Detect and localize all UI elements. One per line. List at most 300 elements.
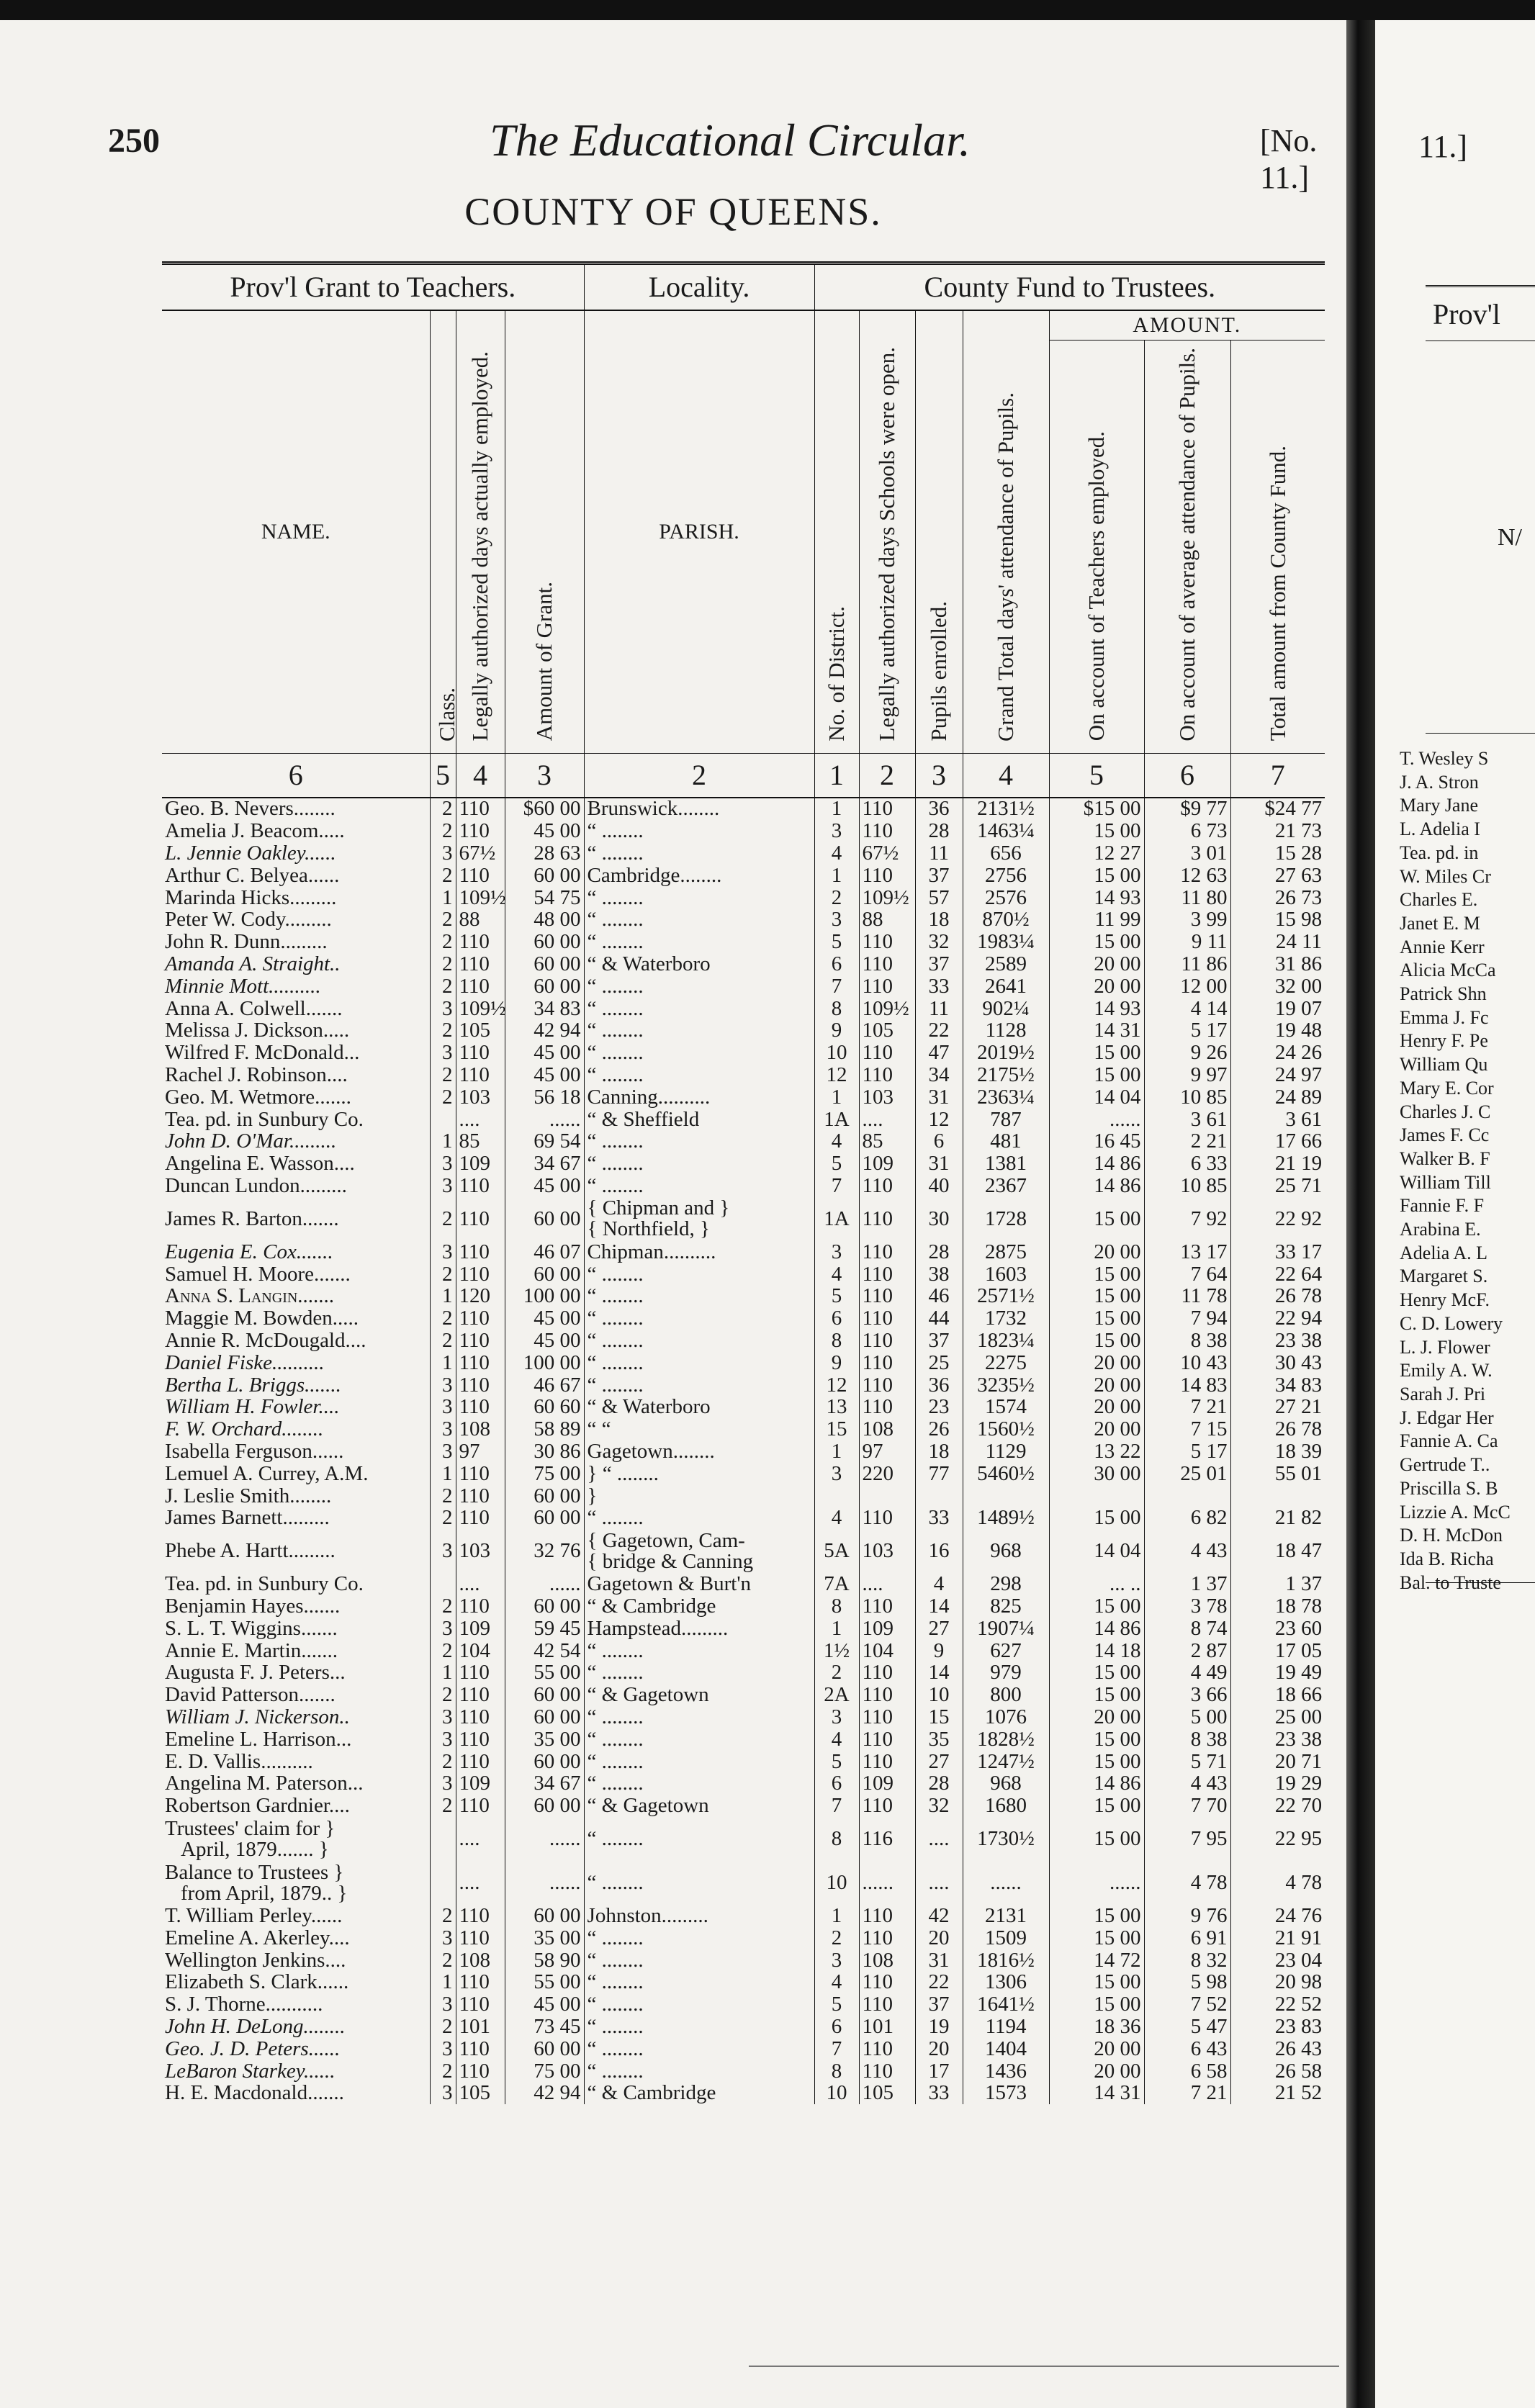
col-average-header: On account of average attendance of Pupils. [1144, 341, 1230, 754]
county-title: COUNTY OF QUEENS. [464, 190, 882, 233]
attendance-cell: 787 [963, 1109, 1049, 1131]
name-cell: Bertha L. Briggs....... [165, 1373, 341, 1397]
parish-cell: “ ........ [584, 1661, 814, 1684]
table-row [162, 1507, 1325, 1530]
class-cell: 2 [430, 1640, 456, 1662]
class-cell: 3 [430, 1153, 456, 1175]
name-cell: Wilfred F. McDonald... [165, 1041, 360, 1065]
attendance-cell: 1680 [963, 1795, 1049, 1817]
pupils-cell: 10 [915, 1684, 963, 1706]
table-row [162, 1397, 1325, 1419]
col-class-header: Class. [430, 310, 456, 753]
attendance-cell: 481 [963, 1131, 1049, 1153]
attendance-cell: 1728 [963, 1197, 1049, 1241]
pupils-cell: 33 [915, 1507, 963, 1530]
parish-cell: “ ........ [584, 975, 814, 998]
average-amount-cell: 13 17 [1144, 1241, 1230, 1263]
parish-cell: “ & Cambridge [584, 2082, 814, 2104]
total-amount-cell: 30 43 [1230, 1352, 1325, 1374]
teachers-amount-cell: 11 99 [1049, 909, 1144, 932]
attendance-cell: 1574 [963, 1397, 1049, 1419]
right-name-item: J. A. Stron [1400, 771, 1479, 793]
class-cell: 3 [430, 2082, 456, 2104]
district-cell: 8 [814, 1817, 859, 1861]
right-name-item: Priscilla S. B [1400, 1477, 1498, 1499]
parish-cell: { Gagetown, Cam- { bridge & Canning [584, 1529, 814, 1573]
parish-cell: } “ ........ [584, 1463, 814, 1485]
days-employed-cell: 110 [456, 975, 505, 998]
days-employed-cell: 110 [456, 1307, 505, 1330]
pupils-cell: 44 [915, 1307, 963, 1330]
district-cell: 13 [814, 1397, 859, 1419]
days-employed-cell: 110 [456, 931, 505, 953]
class-cell: 3 [430, 1927, 456, 1949]
average-amount-cell: 11 86 [1144, 953, 1230, 975]
days-employed-cell: 110 [456, 953, 505, 975]
teachers-amount-cell: 15 00 [1049, 1064, 1144, 1086]
total-amount-cell: 22 92 [1230, 1197, 1325, 1241]
days-open-cell [859, 1485, 915, 1507]
days-open-cell: 110 [859, 1927, 915, 1949]
days-open-cell: 110 [859, 1330, 915, 1352]
name-cell: Amelia J. Beacom..... [165, 819, 345, 843]
district-cell: 12 [814, 1064, 859, 1086]
pupils-cell: 40 [915, 1175, 963, 1197]
table-row [162, 909, 1325, 932]
grant-cell: 60 00 [505, 2038, 584, 2060]
table-row [162, 1861, 1325, 1905]
attendance-cell: 298 [963, 1573, 1049, 1595]
average-amount-cell: 6 43 [1144, 2038, 1230, 2060]
attendance-cell: 1560½ [963, 1418, 1049, 1440]
class-cell: 2 [430, 1751, 456, 1773]
class-cell: 3 [430, 1706, 456, 1728]
name-cell: Minnie Mott.......... [165, 974, 321, 998]
table-row [162, 1330, 1325, 1352]
table-row [162, 1971, 1325, 1993]
right-rule-names [1426, 733, 1535, 734]
parish-cell: “ & Cambridge [584, 1595, 814, 1618]
parish-cell: Canning.......... [584, 1086, 814, 1109]
name-cell: Isabella Ferguson...... [165, 1440, 344, 1463]
days-employed-cell: 110 [456, 1485, 505, 1507]
days-open-cell: 110 [859, 1728, 915, 1751]
table-row [162, 2038, 1325, 2060]
days-open-cell: 110 [859, 953, 915, 975]
parish-cell: “ ........ [584, 1640, 814, 1662]
total-amount-cell: 23 04 [1230, 1949, 1325, 1972]
parish-cell: Gagetown & Burt'n [584, 1573, 814, 1595]
total-amount-cell: 22 70 [1230, 1795, 1325, 1817]
pupils-cell: 32 [915, 931, 963, 953]
name-cell: Balance to Trustees } from April, 1879.. } [165, 1860, 348, 1905]
table-row [162, 1020, 1325, 1042]
teachers-amount-cell: 14 04 [1049, 1529, 1144, 1573]
days-open-cell: 110 [859, 1507, 915, 1530]
parish-cell: “ ........ [584, 2060, 814, 2083]
teachers-amount-cell: $15 00 [1049, 798, 1144, 821]
grant-cell: 60 00 [505, 1485, 584, 1507]
table-row [162, 953, 1325, 975]
total-amount-cell: 26 43 [1230, 2038, 1325, 2060]
right-name-item: Margaret S. [1400, 1266, 1488, 1287]
attendance-cell: 1823¼ [963, 1330, 1049, 1352]
grant-cell: 73 45 [505, 2016, 584, 2038]
pupils-cell: 27 [915, 1618, 963, 1640]
right-rule-bottom [1426, 1582, 1535, 1583]
right-name-item: Gertrude T.. [1400, 1454, 1490, 1476]
total-amount-cell: 22 95 [1230, 1817, 1325, 1861]
average-amount-cell: 4 43 [1144, 1529, 1230, 1573]
grant-cell: 60 00 [505, 931, 584, 953]
column-number: 2 [859, 753, 915, 798]
class-cell: 1 [430, 1352, 456, 1374]
class-cell: 2 [430, 1507, 456, 1530]
parish-cell: “ ........ [584, 2038, 814, 2060]
total-amount-cell: 26 78 [1230, 1286, 1325, 1308]
district-cell: 1 [814, 1905, 859, 1927]
days-employed-cell: 110 [456, 1927, 505, 1949]
class-cell: 3 [430, 842, 456, 865]
average-amount-cell: 4 78 [1144, 1861, 1230, 1905]
days-employed-cell: 85 [456, 1131, 505, 1153]
table-row [162, 1661, 1325, 1684]
total-amount-cell: 21 19 [1230, 1153, 1325, 1175]
grant-cell: 35 00 [505, 1927, 584, 1949]
district-cell: 2 [814, 1927, 859, 1949]
attendance-cell: 1603 [963, 1263, 1049, 1286]
class-cell: 3 [430, 1529, 456, 1573]
days-open-cell: .... [859, 1573, 915, 1595]
average-amount-cell: 6 91 [1144, 1927, 1230, 1949]
teachers-amount-cell: 14 04 [1049, 1086, 1144, 1109]
name-cell: John D. O'Mar......... [165, 1129, 337, 1153]
days-employed-cell: 108 [456, 1949, 505, 1972]
right-issue-number: 11.] [1418, 129, 1468, 164]
days-open-cell: 109½ [859, 998, 915, 1020]
pupils-cell: 28 [915, 1241, 963, 1263]
pupils-cell: 14 [915, 1595, 963, 1618]
col-attendance-header: Grand Total days' attendance of Pupils. [963, 310, 1049, 753]
right-name-item: Charles E. [1400, 889, 1478, 911]
table-row [162, 1197, 1325, 1241]
table-row [162, 1684, 1325, 1706]
district-cell: 6 [814, 2016, 859, 2038]
district-cell: 4 [814, 1507, 859, 1530]
days-open-cell: 110 [859, 820, 915, 842]
days-employed-cell: 110 [456, 1463, 505, 1485]
pupils-cell: 37 [915, 953, 963, 975]
pupils-cell: 77 [915, 1463, 963, 1485]
total-amount-cell: 26 73 [1230, 887, 1325, 909]
grant-cell: 60 00 [505, 1197, 584, 1241]
parish-cell: “ & Waterboro [584, 1397, 814, 1419]
average-amount-cell: 4 43 [1144, 1772, 1230, 1795]
attendance-cell: 1641½ [963, 1993, 1049, 2016]
class-cell: 1 [430, 887, 456, 909]
average-amount-cell: $9 77 [1144, 798, 1230, 821]
class-cell: 3 [430, 1772, 456, 1795]
total-amount-cell: 23 60 [1230, 1618, 1325, 1640]
attendance-cell: 1436 [963, 2060, 1049, 2083]
days-open-cell: 116 [859, 1817, 915, 1861]
grant-cell: 75 00 [505, 1463, 584, 1485]
attendance-cell: 5460½ [963, 1463, 1049, 1485]
grant-cell: 60 00 [505, 1595, 584, 1618]
pupils-cell: 31 [915, 1153, 963, 1175]
teachers-amount-cell: 15 00 [1049, 1751, 1144, 1773]
district-cell: 1 [814, 798, 859, 821]
days-employed-cell: 110 [456, 1241, 505, 1263]
days-open-cell: 105 [859, 1020, 915, 1042]
class-cell [430, 1573, 456, 1595]
class-cell: 3 [430, 1042, 456, 1064]
name-cell: Trustees' claim for } April, 1879....... } [165, 1816, 336, 1861]
days-open-cell: 110 [859, 1286, 915, 1308]
pupils-cell: 19 [915, 2016, 963, 2038]
attendance-cell: 1129 [963, 1440, 1049, 1463]
days-employed-cell: .... [456, 1109, 505, 1131]
total-amount-cell: 26 78 [1230, 1418, 1325, 1440]
attendance-cell: 1247½ [963, 1751, 1049, 1773]
column-number: 5 [1049, 753, 1144, 798]
pupils-cell: 37 [915, 1330, 963, 1352]
table-row [162, 820, 1325, 842]
col-total-header: Total amount from County Fund. [1230, 341, 1325, 754]
pupils-cell: .... [915, 1861, 963, 1905]
teachers-amount-cell: 14 86 [1049, 1772, 1144, 1795]
table-row [162, 1131, 1325, 1153]
attendance-cell: 979 [963, 1661, 1049, 1684]
right-name-item: W. Miles Cr [1400, 865, 1491, 887]
right-name-item: Bal. to Truste [1400, 1571, 1501, 1593]
table-row [162, 798, 1325, 821]
group-prov-grant: Prov'l Grant to Teachers. [162, 263, 584, 311]
parish-cell: “ ........ [584, 1817, 814, 1861]
attendance-cell: 870½ [963, 909, 1049, 932]
parish-cell: “ & Waterboro [584, 953, 814, 975]
days-open-cell: 110 [859, 1397, 915, 1419]
grant-cell: ...... [505, 1861, 584, 1905]
days-open-cell: 103 [859, 1529, 915, 1573]
column-number: 3 [505, 753, 584, 798]
district-cell: 3 [814, 1949, 859, 1972]
days-open-cell: 110 [859, 1197, 915, 1241]
parish-cell: “ ........ [584, 820, 814, 842]
average-amount-cell: 7 21 [1144, 1397, 1230, 1419]
class-cell: 2 [430, 975, 456, 998]
name-cell: Tea. pd. in Sunbury Co. [165, 1572, 364, 1596]
name-cell: T. William Perley...... [165, 1903, 343, 1927]
attendance-cell: 1076 [963, 1706, 1049, 1728]
grant-cell: 30 86 [505, 1440, 584, 1463]
right-name-item: Adelia A. L [1400, 1242, 1488, 1263]
grant-cell: 60 00 [505, 953, 584, 975]
table-row [162, 1573, 1325, 1595]
table-row [162, 1485, 1325, 1507]
total-amount-cell: 4 78 [1230, 1861, 1325, 1905]
average-amount-cell: 10 43 [1144, 1352, 1230, 1374]
days-employed-cell: 110 [456, 1330, 505, 1352]
grant-cell: 45 00 [505, 820, 584, 842]
attendance-cell [963, 1485, 1049, 1507]
average-amount-cell: 7 94 [1144, 1307, 1230, 1330]
right-name-item: T. Wesley S [1400, 748, 1489, 769]
district-cell: 1A [814, 1109, 859, 1131]
average-amount-cell: 9 26 [1144, 1042, 1230, 1064]
teachers-amount-cell: 12 27 [1049, 842, 1144, 865]
teachers-amount-cell: 20 00 [1049, 1706, 1144, 1728]
days-open-cell: 101 [859, 2016, 915, 2038]
total-amount-cell: 19 49 [1230, 1661, 1325, 1684]
table-row [162, 865, 1325, 887]
district-cell: 7 [814, 975, 859, 998]
district-cell: 1 [814, 865, 859, 887]
days-open-cell: 110 [859, 1751, 915, 1773]
class-cell: 3 [430, 1618, 456, 1640]
parish-cell: “ ........ [584, 1307, 814, 1330]
average-amount-cell: 7 21 [1144, 2082, 1230, 2104]
right-name-item: William Qu [1400, 1054, 1488, 1076]
total-amount-cell: 23 38 [1230, 1728, 1325, 1751]
parish-cell: Brunswick........ [584, 798, 814, 821]
name-cell: Elizabeth S. Clark...... [165, 1970, 349, 1994]
pupils-cell: 22 [915, 1020, 963, 1042]
average-amount-cell: 25 01 [1144, 1463, 1230, 1485]
attendance-cell: 3235½ [963, 1374, 1049, 1397]
days-employed-cell: 103 [456, 1529, 505, 1573]
pupils-cell: 16 [915, 1529, 963, 1573]
parish-cell: “ ........ [584, 1263, 814, 1286]
teachers-amount-cell: 15 00 [1049, 820, 1144, 842]
right-name-item: C. D. Lowery [1400, 1312, 1503, 1334]
district-cell: 1 [814, 1440, 859, 1463]
district-cell: 3 [814, 909, 859, 932]
name-cell: Marinda Hicks......... [165, 885, 337, 909]
days-employed-cell: 110 [456, 1352, 505, 1374]
name-cell: Benjamin Hayes....... [165, 1594, 341, 1618]
district-cell: 1A [814, 1197, 859, 1241]
parish-cell: Cambridge........ [584, 865, 814, 887]
teachers-amount-cell: 14 86 [1049, 1618, 1144, 1640]
name-cell: Arthur C. Belyea...... [165, 863, 340, 887]
table-row [162, 1440, 1325, 1463]
pupils-cell: 38 [915, 1263, 963, 1286]
class-cell: 2 [430, 909, 456, 932]
class-cell [430, 1817, 456, 1861]
total-amount-cell: 17 05 [1230, 1640, 1325, 1662]
parish-cell: “ ........ [584, 1131, 814, 1153]
district-cell: 5 [814, 1286, 859, 1308]
grant-cell: 69 54 [505, 1131, 584, 1153]
class-cell: 3 [430, 1440, 456, 1463]
class-cell: 2 [430, 865, 456, 887]
teachers-amount-cell: 15 00 [1049, 931, 1144, 953]
table-row [162, 1949, 1325, 1972]
attendance-cell: 2589 [963, 953, 1049, 975]
attendance-cell: 800 [963, 1684, 1049, 1706]
name-cell: Daniel Fiske.......... [165, 1350, 325, 1374]
days-employed-cell: 103 [456, 1086, 505, 1109]
class-cell: 3 [430, 1374, 456, 1397]
table-row [162, 1993, 1325, 2016]
parish-cell: “ ........ [584, 842, 814, 865]
average-amount-cell: 11 78 [1144, 1286, 1230, 1308]
group-locality: Locality. [584, 263, 814, 311]
parish-cell: “ ........ [584, 1949, 814, 1972]
pupils-cell: 25 [915, 1352, 963, 1374]
table-row [162, 1153, 1325, 1175]
average-amount-cell: 4 14 [1144, 998, 1230, 1020]
left-page [0, 20, 1346, 2408]
class-cell: 2 [430, 2060, 456, 2083]
pupils-cell: 12 [915, 1109, 963, 1131]
attendance-cell: 2367 [963, 1175, 1049, 1197]
table-row [162, 1109, 1325, 1131]
days-employed-cell: 110 [456, 1064, 505, 1086]
table-row [162, 1905, 1325, 1927]
days-open-cell: ...... [859, 1861, 915, 1905]
attendance-cell: 1732 [963, 1307, 1049, 1330]
teachers-amount-cell: 15 00 [1049, 1993, 1144, 2016]
pupils-cell: 30 [915, 1197, 963, 1241]
grant-cell: 60 00 [505, 975, 584, 998]
teachers-amount-cell: 20 00 [1049, 1397, 1144, 1419]
table-row [162, 1175, 1325, 1197]
attendance-cell: 1194 [963, 2016, 1049, 2038]
class-cell: 2 [430, 798, 456, 821]
class-cell: 3 [430, 1397, 456, 1419]
pupils-cell: .... [915, 1817, 963, 1861]
days-employed-cell: 110 [456, 1175, 505, 1197]
column-number: 1 [814, 753, 859, 798]
parish-cell: “ ........ [584, 1728, 814, 1751]
grant-cell: 34 67 [505, 1772, 584, 1795]
column-number: 4 [963, 753, 1049, 798]
right-name-item: L. J. Flower [1400, 1336, 1490, 1358]
average-amount-cell: 5 17 [1144, 1020, 1230, 1042]
grant-cell: ...... [505, 1817, 584, 1861]
average-amount-cell: 3 01 [1144, 842, 1230, 865]
district-cell: 6 [814, 953, 859, 975]
grant-cell: 75 00 [505, 2060, 584, 2083]
table-row [162, 1529, 1325, 1573]
col-parish-header: PARISH. [584, 310, 814, 753]
pupils-cell: 34 [915, 1064, 963, 1086]
district-cell: 7 [814, 2038, 859, 2060]
average-amount-cell: 6 33 [1144, 1153, 1230, 1175]
district-cell: 6 [814, 1772, 859, 1795]
name-cell: Robertson Gardnier.... [165, 1794, 350, 1818]
pupils-cell: 15 [915, 1706, 963, 1728]
teachers-amount-cell: 15 00 [1049, 1971, 1144, 1993]
average-amount-cell: 9 97 [1144, 1064, 1230, 1086]
table-row [162, 1595, 1325, 1618]
pupils-cell: 57 [915, 887, 963, 909]
parish-cell: “ ........ [584, 1042, 814, 1064]
attendance-cell: 1489½ [963, 1507, 1049, 1530]
pupils-cell: 32 [915, 1795, 963, 1817]
table-row [162, 1817, 1325, 1861]
class-cell: 2 [430, 820, 456, 842]
teachers-amount-cell: ...... [1049, 1109, 1144, 1131]
days-employed-cell: 110 [456, 2038, 505, 2060]
parish-cell: “ “ [584, 1418, 814, 1440]
attendance-cell: 2576 [963, 887, 1049, 909]
attendance-cell: 2756 [963, 865, 1049, 887]
grant-cell: 45 00 [505, 1330, 584, 1352]
parish-cell: “ ........ [584, 1971, 814, 1993]
